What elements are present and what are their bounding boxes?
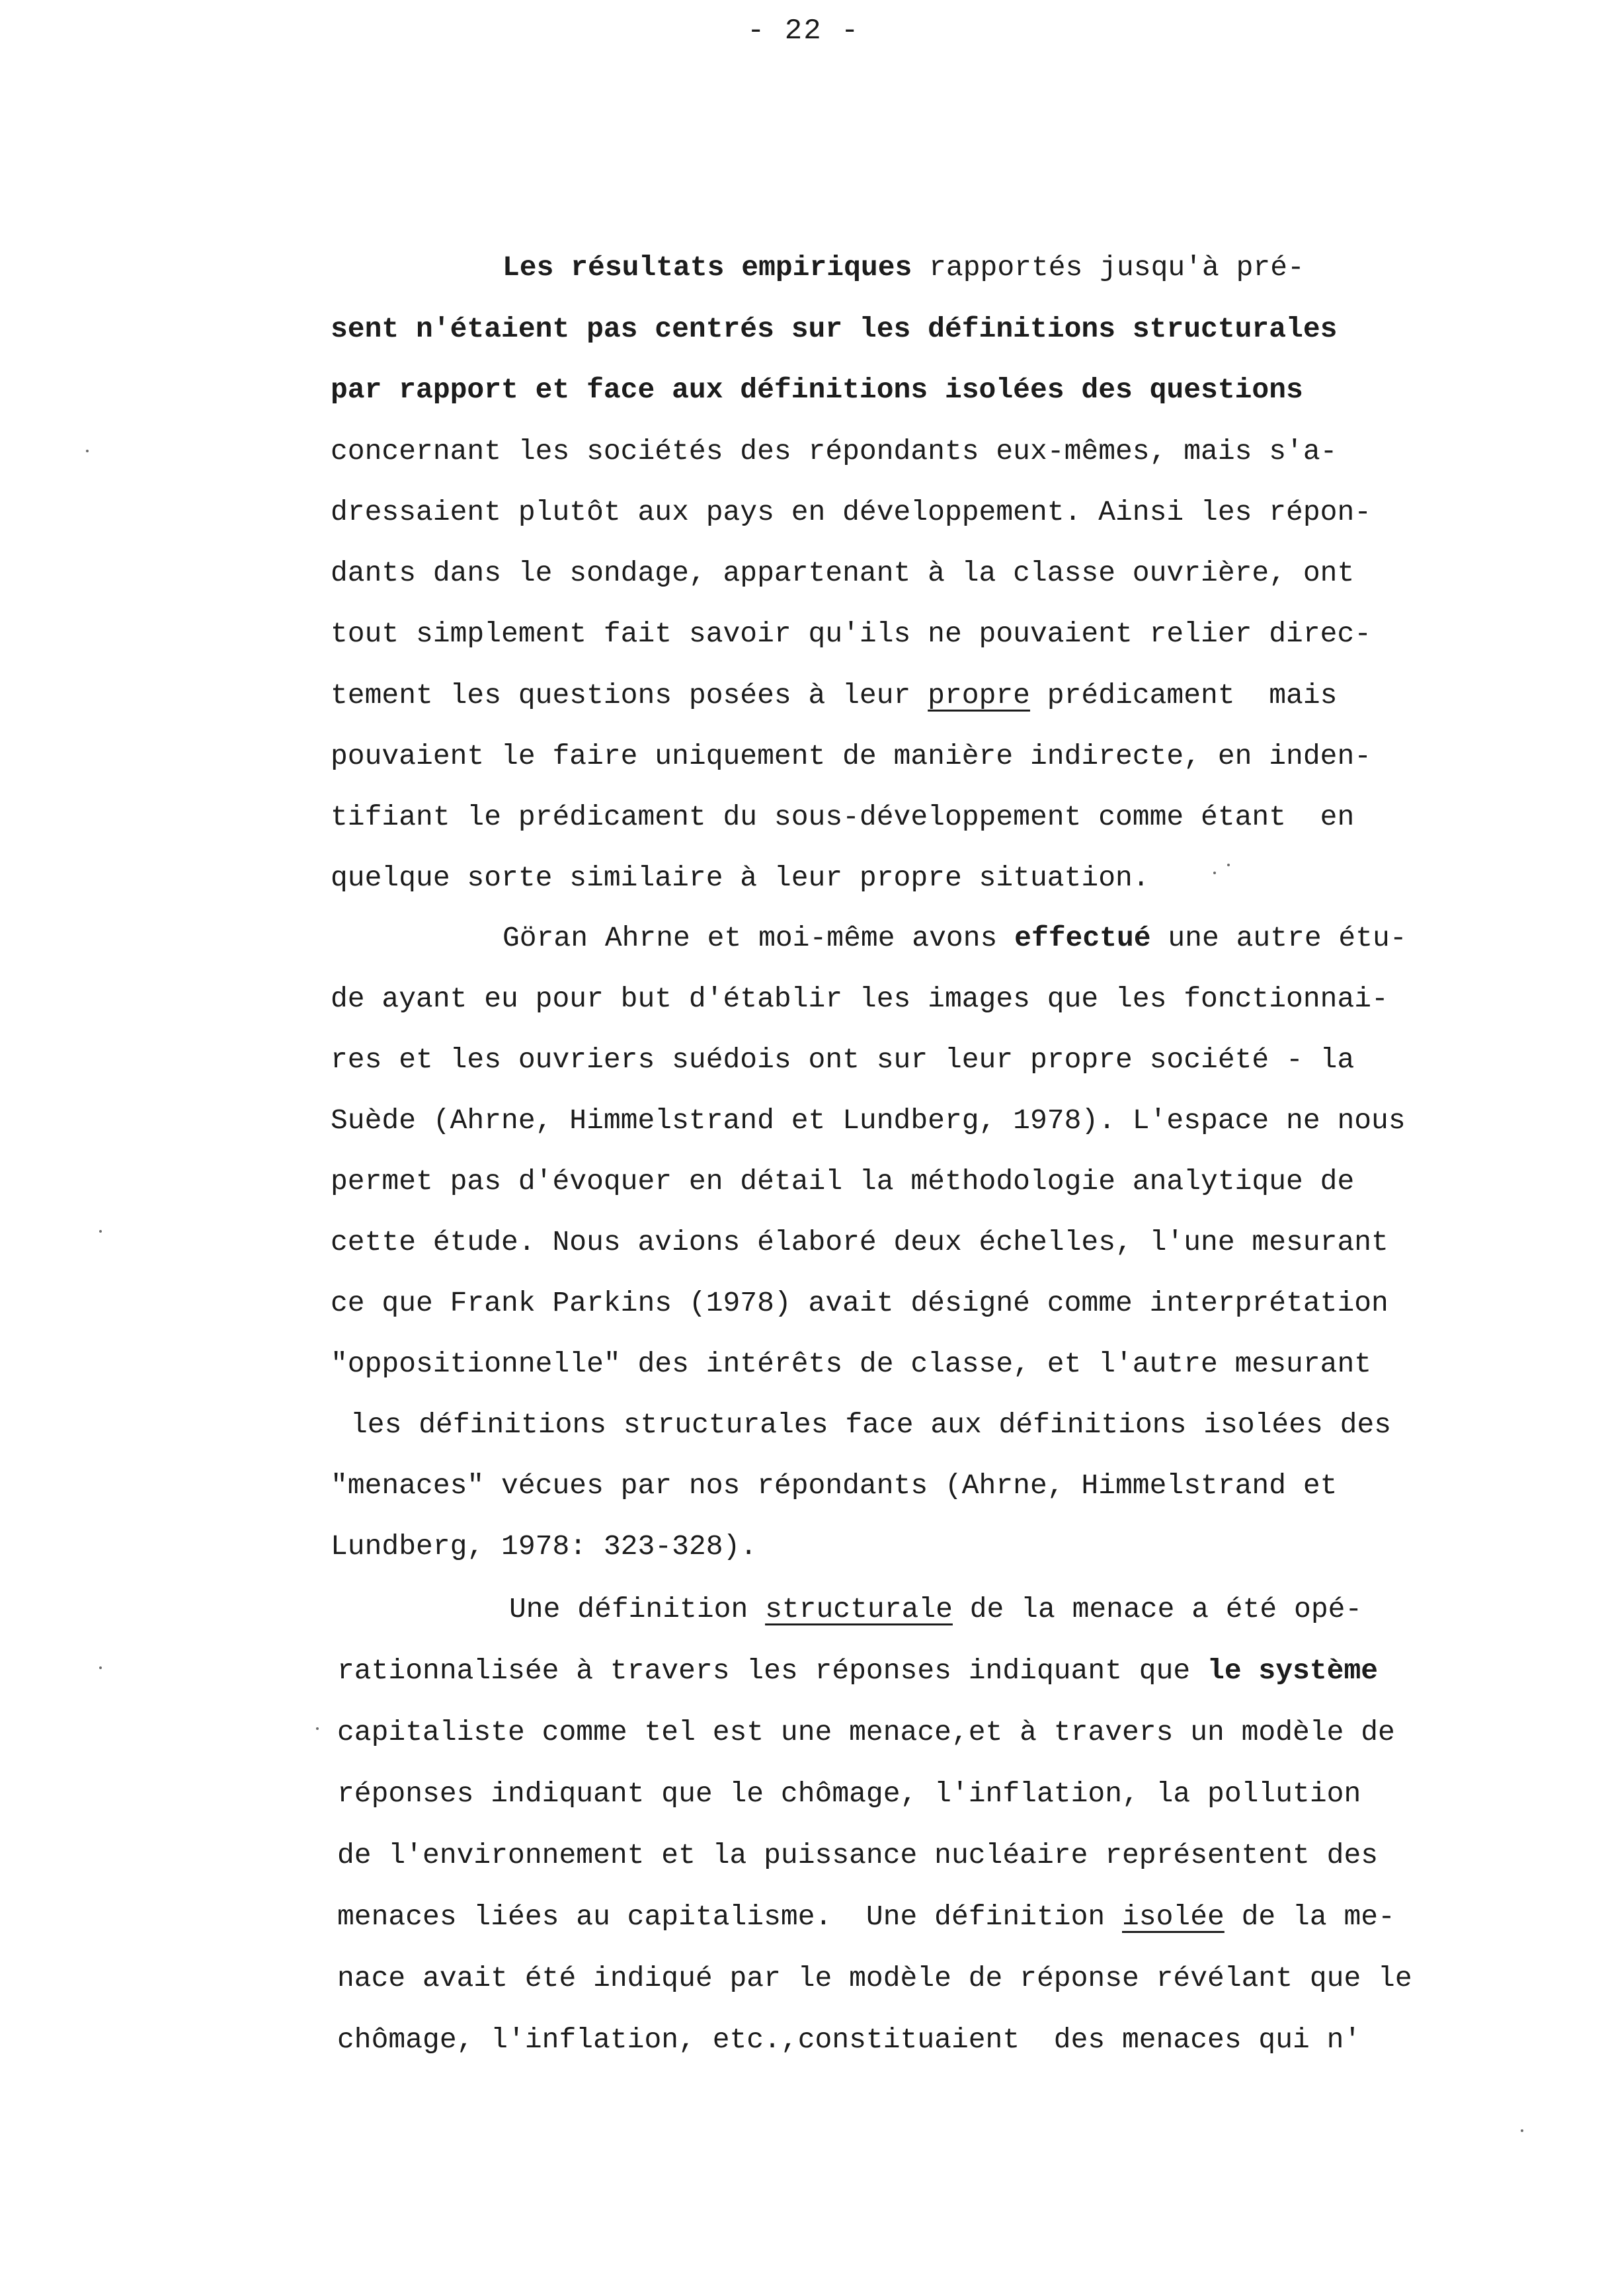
text-line-8 <box>331 681 1337 710</box>
text-line-21: "menaces" vécues par nos répondants (Ahrne, Himmelstrand et <box>331 1469 1338 1502</box>
scan-speck <box>99 1666 102 1669</box>
text-run: prédicament mais <box>1029 679 1338 712</box>
scan-speck <box>1227 864 1230 866</box>
text-line-4: concernant les sociétés des répondants eux-mêmes, mais s'a- <box>331 435 1338 468</box>
text-line-19: "oppositionnelle" des intérêts de classe, et l'autre mesurant <box>331 1348 1372 1380</box>
text-line-27: de l'environnement et la puissance nucléaire représentent des <box>337 1839 1379 1871</box>
text-line-25: capitaliste comme tel est une menace,et à travers un modèle de <box>337 1716 1395 1748</box>
text-line-28 <box>337 1903 1395 1931</box>
bold-word: effectué <box>1014 922 1151 954</box>
text-line-29: nace avait été indiqué par le modèle de réponse révélant que le <box>337 1962 1412 1994</box>
text-line-18: ce que Frank Parkins (1978) avait désigné comme interprétation <box>331 1287 1388 1319</box>
text-run: Göran Ahrne et moi-même avons <box>502 922 1015 954</box>
text-line-17: cette étude. Nous avions élaboré deux échelles, l'une mesurant <box>331 1226 1388 1258</box>
text-line-12 <box>502 924 1407 952</box>
scan-speck <box>86 450 89 452</box>
text-line-9: pouvaient le faire uniquement de manière indirecte, en inden- <box>331 740 1372 772</box>
text-line-1 <box>502 253 1305 282</box>
text-line-30: chômage, l'inflation, etc.,constituaient des menaces qui n' <box>337 2024 1361 2056</box>
text-line-3: par rapport et face aux définitions isolées des questions <box>331 374 1303 406</box>
text-line-5: dressaient plutôt aux pays en développement. Ainsi les répon- <box>331 496 1372 528</box>
text-run: Les résultats empiriques <box>502 251 912 284</box>
text-run: de la me- <box>1224 1901 1395 1933</box>
text-line-10: tifiant le prédicament du sous-développement comme étant en <box>331 801 1355 833</box>
text-run: rationnalisée à travers les réponses indiquant que <box>337 1655 1208 1687</box>
text-line-26: réponses indiquant que le chômage, l'inflation, la pollution <box>337 1778 1361 1810</box>
text-line-22: Lundberg, 1978: 323-328). <box>331 1530 758 1563</box>
text-line-14: res et les ouvriers suédois ont sur leur propre société - la <box>331 1044 1355 1076</box>
text-line-23 <box>509 1595 1362 1623</box>
scan-speck <box>1521 2129 1523 2132</box>
underlined-word: propre <box>928 679 1030 712</box>
text-line-11: quelque sorte similaire à leur propre situation. <box>331 862 1150 894</box>
text-line-7: tout simplement fait savoir qu'ils ne pouvaient relier direc- <box>331 618 1372 650</box>
scan-speck <box>316 1727 319 1730</box>
text-line-20: les définitions structurales face aux définitions isolées des <box>350 1409 1392 1441</box>
text-run: tement les questions posées à leur <box>331 679 928 712</box>
text-run: une autre étu- <box>1150 922 1407 954</box>
text-run: rapportés jusqu'à pré- <box>912 251 1305 284</box>
text-run: Une définition <box>509 1593 766 1625</box>
scan-speck <box>1213 872 1216 874</box>
text-line-13: de ayant eu pour but d'établir les images que les fonctionnai- <box>331 983 1388 1015</box>
text-run: de la menace a été opé- <box>952 1593 1363 1625</box>
underlined-word: structurale <box>765 1593 953 1625</box>
bold-word: le système <box>1207 1655 1379 1687</box>
underlined-word: isolée <box>1122 1901 1225 1933</box>
text-line-15: Suède (Ahrne, Himmelstrand et Lundberg, 1978). L'espace ne nous <box>331 1104 1406 1137</box>
text-run: menaces liées au capitalisme. Une définition <box>337 1901 1122 1933</box>
text-line-24 <box>337 1657 1378 1685</box>
page-number: - 22 - <box>747 15 860 48</box>
scan-speck <box>99 1230 102 1233</box>
text-line-16: permet pas d'évoquer en détail la méthodologie analytique de <box>331 1165 1355 1198</box>
text-line-6: dants dans le sondage, appartenant à la classe ouvrière, ont <box>331 557 1355 589</box>
text-line-2: sent n'étaient pas centrés sur les définitions structurales <box>331 313 1338 345</box>
